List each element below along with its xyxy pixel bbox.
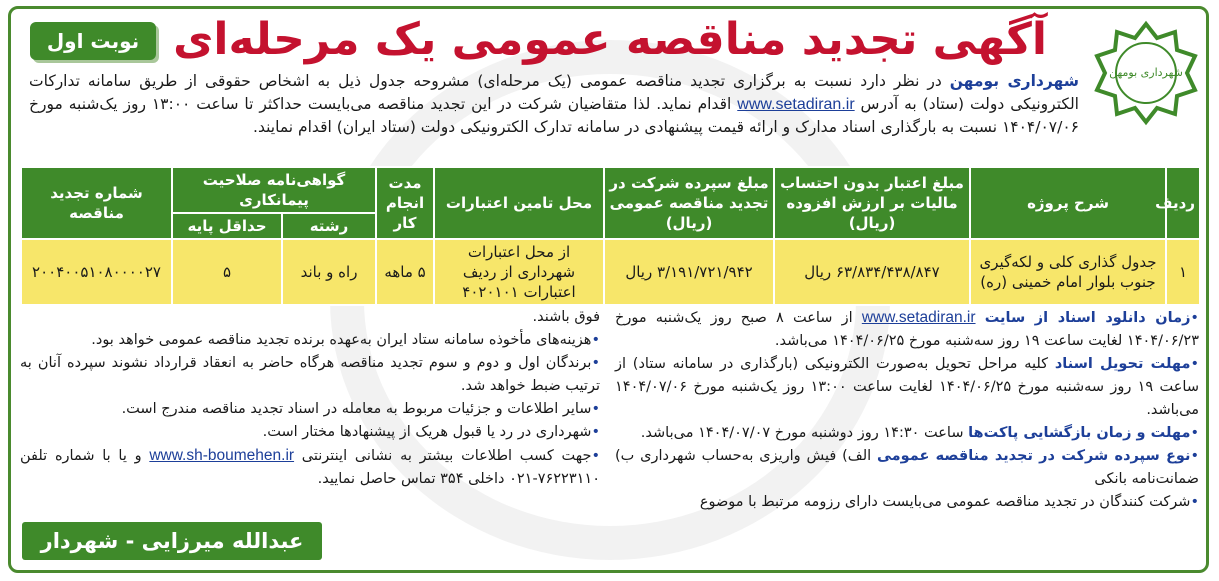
header-description: شرح پروژه xyxy=(970,167,1166,239)
table-row xyxy=(21,239,1200,305)
cell-field: راه و باند xyxy=(282,239,376,305)
intro-text-1: در نظر دارد نسبت به برگزاری تجدید مناقصه عمومی (یک مرحله‌ای) مشروحه جدول ذیل به اشخاص حقوقی از طریق سامانه تدارکات الکترونیکی دولت (ستاد) به آدرس xyxy=(29,72,1079,113)
costs-item: •هزینه‌های مأخوذه سامانه ستاد ایران به‌عهده برنده تجدید مناقصه عمومی خواهد بود. xyxy=(91,332,600,348)
municipality-name: شهرداری بومهن xyxy=(949,72,1079,90)
opening-time-item: •مهلت و زمان بازگشایی پاکت‌ها ساعت ۱۴:۳۰ روز دوشنبه مورخ ۱۴۰۴/۰۷/۰۷ می‌باشد. xyxy=(640,425,1199,441)
header-min-grade: حداقل پایه xyxy=(172,213,282,239)
tender-table xyxy=(20,166,1201,306)
cell-min-grade: ۵ xyxy=(172,239,282,305)
resume-item: •شرکت کنندگان در تجدید مناقصه عمومی می‌بایست دارای رزومه مرتبط با موضوع xyxy=(699,494,1199,510)
municipality-logo-icon xyxy=(1091,18,1201,128)
accept-reject-item: •شهرداری در رد یا قبول هریک از پیشنهادها مختار است. xyxy=(262,424,600,440)
winners-item: •برندگان اول و دوم و سوم تجدید مناقصه هرگاه حاضر به انعقاد قرارداد نشوند سپرده آنان به ترتیب ضبط خواهد شد. xyxy=(20,355,600,394)
municipality-website-link[interactable]: www.sh-boumehen.ir xyxy=(149,447,295,464)
cell-row-number: ۱ xyxy=(1166,239,1200,305)
resume-item-cont: فوق باشند. xyxy=(532,309,600,325)
cell-description: جدول گذاری کلی و لکه‌گیری جنوب بلوار امام خمینی (ره) xyxy=(970,239,1166,305)
cell-duration: ۵ ماهه xyxy=(376,239,434,305)
logo-text: شهرداری بومهن xyxy=(1109,66,1183,79)
cell-funding-source: از محل اعتبارات شهرداری از ردیف اعتبارات ۴۰۲۰۱۰۱ xyxy=(434,239,604,305)
details-left-column xyxy=(20,306,600,491)
download-time-item: •زمان دانلود اسناد از سایت www.setadiran.ir از ساعت ۸ صبح روز یک‌شنبه مورخ ۱۴۰۴/۰۶/۲۳ لغایت ساعت ۱۹ روز سه‌شنبه مورخ ۱۴۰۴/۰۶/۲۵ می‌باشد. xyxy=(615,309,1199,349)
header-certificate: گواهی‌نامه صلاحیت پیمانکاری xyxy=(172,167,376,213)
cell-tender-number: ۲۰۰۴۰۰۵۱۰۸۰۰۰۰۲۷ xyxy=(21,239,172,305)
details-section xyxy=(20,306,1199,522)
signature-box: عبدالله میرزایی - شهردار xyxy=(22,522,322,560)
header-tender-number: شماره تجدید مناقصه xyxy=(21,167,172,239)
details-right-column xyxy=(615,306,1199,514)
header-duration: مدت انجام کار xyxy=(376,167,434,239)
cell-deposit: ۳/۱۹۱/۷۲۱/۹۴۲ ریال xyxy=(604,239,774,305)
deposit-type-item: •نوع سپرده شرکت در تجدید مناقصه عمومی الف) فیش واریزی به‌حساب شهرداری ب) ضمانت‌نامه بانکی xyxy=(615,448,1200,487)
header-field: رشته xyxy=(282,213,376,239)
page-title: آگهی تجدید مناقصه عمومی یک مرحله‌ای xyxy=(173,14,1047,65)
header-deposit: مبلغ سپرده شرکت در تجدید مناقصه عمومی (ریال) xyxy=(604,167,774,239)
contact-item: •جهت کسب اطلاعات بیشتر به نشانی اینترنتی www.sh-boumehen.ir و یا با شماره تلفن ۷۶۲۲۳۱۱۰-۰۲۱ داخلی ۳۵۴ تماس حاصل نمایید. xyxy=(20,447,600,487)
setadiran-link-2[interactable]: www.setadiran.ir xyxy=(861,309,976,326)
intro-text-2: اقدام نماید. لذا متقاضیان شرکت در این تجدید مناقصه می‌بایست حداکثر تا ساعت ۱۳:۰۰ روز یک‌شنبه مورخ ۱۴۰۴/۰۷/۰۶ نسبت به بارگذاری اسناد مدارک و ارائه قیمت پیشنهادی در سامانه تدارک الکترونیکی دولت (ستاد ایران) اقدام نمایند. xyxy=(29,95,1079,136)
delivery-deadline-item: •مهلت تحویل اسناد کلیه مراحل تحویل به‌صورت الکترونیکی (بارگذاری در سامانه ستاد) از ساعت ۱۹ روز سه‌شنبه مورخ ۱۴۰۴/۰۶/۲۵ لغایت ساعت ۱۳:۰۰ روز یک‌شنبه مورخ ۱۴۰۴/۰۷/۰۶ می‌باشد. xyxy=(615,356,1199,418)
header-funding-source: محل تامین اعتبارات xyxy=(434,167,604,239)
header-row-number: ردیف xyxy=(1166,167,1200,239)
header-credit: مبلغ اعتبار بدون احتساب مالیات بر ارزش افزوده (ریال) xyxy=(774,167,970,239)
first-notice-badge: نوبت اول xyxy=(30,22,156,60)
intro-paragraph xyxy=(29,70,1079,139)
other-info-item: •سایر اطلاعات و جزئیات مربوط به معامله در اسناد تجدید مناقصه مندرج است. xyxy=(121,401,600,417)
cell-credit: ۶۳/۸۳۴/۴۳۸/۸۴۷ ریال xyxy=(774,239,970,305)
setadiran-link[interactable]: www.setadiran.ir xyxy=(737,96,855,113)
